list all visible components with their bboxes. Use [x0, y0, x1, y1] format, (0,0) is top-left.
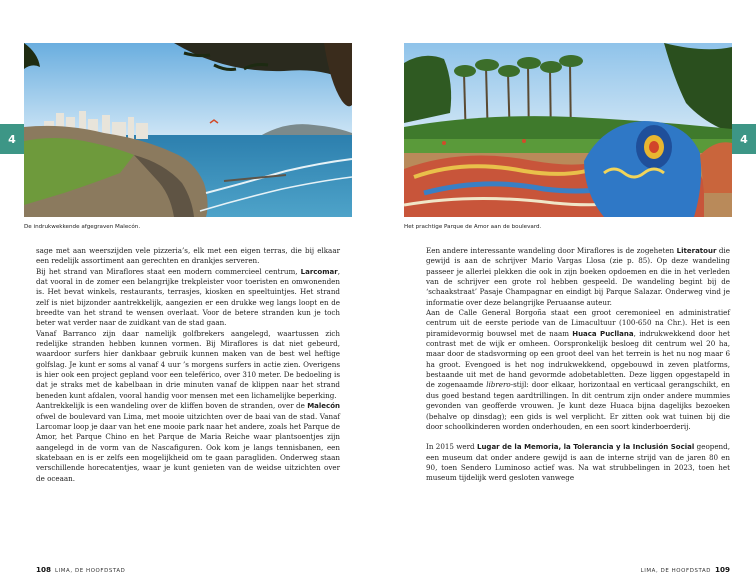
text-run: sage met aan weerszijden vele pizzeria’s, elk met een eigen terras, die bij elkaar een redelijk assortiment aan gerechten en drankjes serveren.	[36, 246, 340, 266]
page-number: 109	[714, 565, 730, 574]
right-page	[378, 0, 756, 588]
text-run: , indrukwekkend door het contrast met de wijk er omheen. Oorspronkelijk besloeg dit centrum wel 20 ha, maar door de stadsvorming op een groot deel van het terrein is het nu nog maar 6 ha groot. Evengoed is het nog indrukwekkend, opgebouwd in zeven platforms, bestaande uit met de hand gevormde adobetabletten. Deze liggen opgestapeld in de zogenaamde	[426, 328, 730, 390]
malecon-illustration	[24, 43, 352, 217]
chapter-tab: 4	[0, 124, 24, 154]
chapter-tab: 4	[732, 124, 756, 154]
text-run: Aantrekkelijk is een wandeling over de kliffen boven de stranden, over de	[36, 401, 308, 411]
parque-illustration	[404, 43, 732, 217]
text-run: die gewijd is aan de schrijver Mario Vargas Llosa (zie p. 85). Op deze wandeling passeer je allerlei plekken die ook in zijn boeken opdoemen en die in het verleden van de schrijver een grote rol hebben gespeeld. De wandeling begint bij de ‘schaakstraat’ Pasaje Champagnar en eindigt bij Parque Salazar. Onderweg vind je informatie over deze belangrijke Peruaanse auteur.	[426, 246, 730, 307]
text-run: Bij het strand van Miraflores staat een modern commercieel centrum,	[36, 266, 301, 276]
bold-term: Huaca Pucllana	[572, 329, 634, 338]
text-run: ofwel de boulevard van Lima, met mooie uitzichten over de baai van de stad. Vanaf Larcomar loop je daar van het ene mooie park naar het andere, zoals het Parque de Amor, het Parque Chino en het Parque de Maria Reiche waar plantsoentjes zijn aangelegd in de vorm van de Nascafiguren. Ook kom je langs tennisbanen, een skatebaan en is er zelfs een mogelijkheid om te gaan paragliden. Onderweg staan verschillende horecatentjes, waar je kunt genieten van de weidse uitzichten over de oceaan.	[36, 411, 340, 483]
text-run: Aan de Calle General Borgoña staat een groot ceremonieel en administratief centrum uit de eerste periode van de Limacultuur (100-650 na Chr.). Het is een piramidevormig bouwsel met de naam	[426, 308, 730, 338]
text-run: In 2015 werd	[426, 442, 477, 452]
body-text	[426, 246, 730, 484]
italic-term: librero	[486, 380, 511, 390]
running-head: LIMA, DE HOOFDSTAD	[55, 568, 126, 574]
bold-term: Malecón	[307, 402, 340, 411]
page-footer	[36, 565, 125, 574]
text-run: Vanaf Barranco zijn daar namelijk golfbrekers aangelegd, waartussen zich redelijke stranden hebben kunnen vormen. Bij Miraflores is dat niet gebeurd, waardoor surfers hier dankbaar gebruik kunnen maken van de best wel heftige golfslag. Je kunt er soms al vanaf 4 uur ’s morgens surfers in actie zien. Overigens is hier ook een project gepland voor een teleférico, over 310 meter. De bedoeling is dat je straks met de kabelbaan in drie minuten vanaf de klippen naar het strand beneden kunt afdalen, vooral handig voor mensen met een lichamelijke beperking.	[36, 328, 340, 400]
bold-term: Literatour	[676, 247, 717, 255]
parque-de-amor-photo	[404, 43, 732, 217]
bold-term: Lugar de la Memoria, la Tolerancia y la Inclusión Social	[476, 443, 695, 452]
text-run: geopend, een museum dat onder andere gewijd is aan de interne strijd van de jaren 80 en 90, toen Sendero Luminoso actief was. Na wat strubbelingen in 2023, toen het museum tijdelijk werd gesloten vanwege	[426, 442, 730, 483]
text-run: , dat vooral in de zomer een belangrijke trekpleister voor toeristen en omwonenden is. Het bevat winkels, restaurants, terrasjes, kiosken en speeltuintjes. Het strand zelf is niet bijzonder aantrekkelijk, aangezien er een drukke weg langs loopt en de breedte van het strand te wensen overlaat. Voor de betere stranden kun je toch beter wat verder naar de zuidkant van de stad gaan.	[36, 266, 340, 328]
paragraph	[36, 401, 340, 484]
page-footer	[641, 565, 730, 574]
paragraph	[36, 329, 340, 401]
paragraph	[426, 308, 730, 432]
paragraph	[426, 246, 730, 308]
photo-caption: De indrukwekkende afgegraven Malecón.	[24, 224, 141, 230]
paragraph	[36, 267, 340, 329]
bold-term: Larcomar	[300, 267, 338, 276]
photo-caption: Het prachtige Parque de Amor aan de boulevard.	[404, 224, 542, 230]
text-run: -stijl: door elkaar, horizontaal en verticaal gerangschikt, en dus goed bestand tegen aardtrillingen. In dit centrum zijn onder andere mummies gevonden van geofferde vrouwen. Je kunt deze Huaca bijna dagelijks bezoeken (behalve op dinsdag); een gids is wel verplicht. Er zitten ook wat tuinen bij die door schoolkinderen worden onderhouden, en een soort kinderboerderij.	[426, 380, 730, 431]
paragraph	[426, 442, 730, 483]
body-text	[36, 246, 340, 484]
text-run: Een andere interessante wandeling door Miraflores is de zogeheten	[426, 246, 677, 255]
paragraph	[36, 246, 340, 267]
page-number: 108	[36, 565, 52, 574]
malecon-photo	[24, 43, 352, 217]
running-head: LIMA, DE HOOFDSTAD	[640, 568, 711, 574]
